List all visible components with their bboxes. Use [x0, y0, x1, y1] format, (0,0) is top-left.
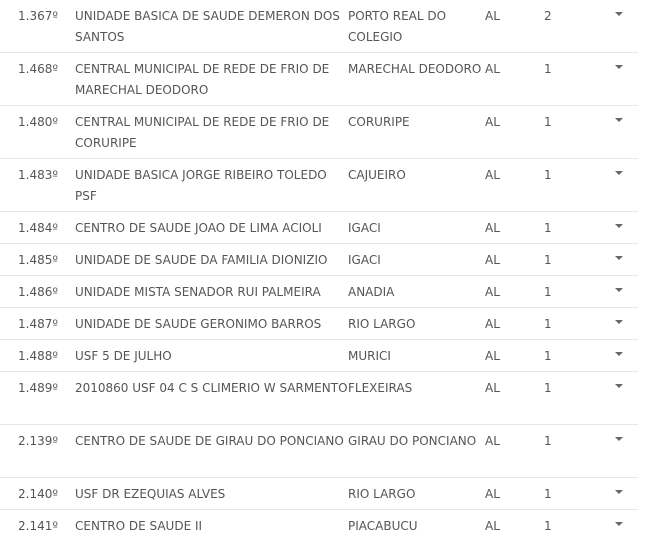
chevron-down-icon — [615, 352, 623, 356]
state-cell: AL — [485, 221, 500, 235]
state-cell: AL — [485, 487, 500, 501]
state-cell: AL — [485, 317, 500, 331]
unit-name-cell: UNIDADE MISTA SENADOR RUI PALMEIRA — [75, 285, 321, 299]
quantity-cell: 1 — [544, 317, 552, 331]
table-row — [0, 276, 638, 308]
city-cell: PIACABUCU — [348, 519, 418, 533]
quantity-cell: 1 — [544, 221, 552, 235]
expand-row-button[interactable] — [609, 250, 629, 266]
table-row — [0, 106, 638, 159]
unit-name-cell: CENTRAL MUNICIPAL DE REDE DE FRIO DE MARECHAL DEODORO — [75, 62, 330, 97]
quantity-cell: 1 — [544, 519, 552, 533]
rank-cell: 1.485º — [18, 253, 59, 267]
unit-name-cell: CENTRO DE SAUDE II — [75, 519, 203, 533]
state-cell: AL — [485, 349, 500, 363]
state-cell: AL — [485, 434, 500, 448]
quantity-cell: 1 — [544, 285, 552, 299]
unit-name-cell: CENTRO DE SAUDE DE GIRAU DO PONCIANO — [75, 434, 344, 448]
city-cell: CAJUEIRO — [348, 168, 406, 182]
rank-cell: 1.489º — [18, 381, 59, 395]
expand-row-button[interactable] — [609, 378, 629, 394]
expand-row-button[interactable] — [609, 484, 629, 500]
quantity-cell: 1 — [544, 168, 552, 182]
table-row — [0, 0, 638, 53]
quantity-cell: 1 — [544, 62, 552, 76]
city-cell: MURICI — [348, 349, 391, 363]
city-cell: ANADIA — [348, 285, 395, 299]
chevron-down-icon — [615, 224, 623, 228]
quantity-cell: 1 — [544, 381, 552, 395]
table-row — [0, 308, 638, 340]
state-cell: AL — [485, 519, 500, 533]
unit-name-cell: USF DR EZEQUIAS ALVES — [75, 487, 226, 501]
unit-name-cell: CENTRO DE SAUDE JOAO DE LIMA ACIOLI — [75, 221, 322, 235]
expand-row-button[interactable] — [609, 282, 629, 298]
city-cell: RIO LARGO — [348, 487, 416, 501]
city-cell: IGACI — [348, 253, 381, 267]
chevron-down-icon — [615, 522, 623, 526]
quantity-cell: 1 — [544, 434, 552, 448]
table-row — [0, 212, 638, 244]
expand-row-button[interactable] — [609, 431, 629, 447]
chevron-down-icon — [615, 288, 623, 292]
expand-row-button[interactable] — [609, 314, 629, 330]
rank-cell: 2.140º — [18, 487, 59, 501]
state-cell: AL — [485, 285, 500, 299]
state-cell: AL — [485, 115, 500, 129]
quantity-cell: 2 — [544, 9, 552, 23]
expand-row-button[interactable] — [609, 6, 629, 22]
chevron-down-icon — [615, 437, 623, 441]
expand-row-button[interactable] — [609, 59, 629, 75]
quantity-cell: 1 — [544, 115, 552, 129]
unit-name-cell: CENTRAL MUNICIPAL DE REDE DE FRIO DE CORURIPE — [75, 115, 330, 150]
state-cell: AL — [485, 253, 500, 267]
table-row — [0, 244, 638, 276]
table-row — [0, 159, 638, 212]
city-cell: RIO LARGO — [348, 317, 416, 331]
expand-row-button[interactable] — [609, 346, 629, 362]
chevron-down-icon — [615, 490, 623, 494]
state-cell: AL — [485, 168, 500, 182]
table-row — [0, 340, 638, 372]
chevron-down-icon — [615, 171, 623, 175]
quantity-cell: 1 — [544, 487, 552, 501]
city-cell: CORURIPE — [348, 115, 410, 129]
table-row — [0, 53, 638, 106]
unit-name-cell: USF 5 DE JULHO — [75, 349, 172, 363]
rank-cell: 2.141º — [18, 519, 59, 533]
expand-row-button[interactable] — [609, 112, 629, 128]
unit-name-cell: UNIDADE BASICA DE SAUDE DEMERON DOS SANTOS — [75, 9, 340, 44]
chevron-down-icon — [615, 118, 623, 122]
unit-name-cell: 2010860 USF 04 C S CLIMERIO W SARMENTO — [75, 381, 348, 395]
chevron-down-icon — [615, 320, 623, 324]
chevron-down-icon — [615, 12, 623, 16]
quantity-cell: 1 — [544, 253, 552, 267]
table-row — [0, 510, 638, 542]
rank-cell: 1.468º — [18, 62, 59, 76]
expand-row-button[interactable] — [609, 516, 629, 532]
state-cell: AL — [485, 62, 500, 76]
quantity-cell: 1 — [544, 349, 552, 363]
state-cell: AL — [485, 381, 500, 395]
table-row — [0, 478, 638, 510]
unit-name-cell: UNIDADE BASICA JORGE RIBEIRO TOLEDO PSF — [75, 168, 327, 203]
rank-cell: 1.484º — [18, 221, 59, 235]
unit-name-cell: UNIDADE DE SAUDE GERONIMO BARROS — [75, 317, 322, 331]
city-cell: IGACI — [348, 221, 381, 235]
city-cell: FLEXEIRAS — [348, 381, 413, 395]
city-cell: PORTO REAL DO COLEGIO — [348, 9, 447, 44]
table-row — [0, 425, 638, 478]
city-cell: GIRAU DO PONCIANO — [348, 434, 477, 448]
unit-name-cell: UNIDADE DE SAUDE DA FAMILIA DIONIZIO — [75, 253, 328, 267]
rank-cell: 1.480º — [18, 115, 59, 129]
state-cell: AL — [485, 9, 500, 23]
chevron-down-icon — [615, 384, 623, 388]
chevron-down-icon — [615, 256, 623, 260]
expand-row-button[interactable] — [609, 165, 629, 181]
rank-cell: 1.488º — [18, 349, 59, 363]
rank-cell: 1.367º — [18, 9, 59, 23]
rank-cell: 1.487º — [18, 317, 59, 331]
chevron-down-icon — [615, 65, 623, 69]
rank-cell: 1.486º — [18, 285, 59, 299]
expand-row-button[interactable] — [609, 218, 629, 234]
city-cell: MARECHAL DEODORO — [348, 62, 482, 76]
rank-cell: 1.483º — [18, 168, 59, 182]
table-row — [0, 372, 638, 425]
rank-cell: 2.139º — [18, 434, 59, 448]
